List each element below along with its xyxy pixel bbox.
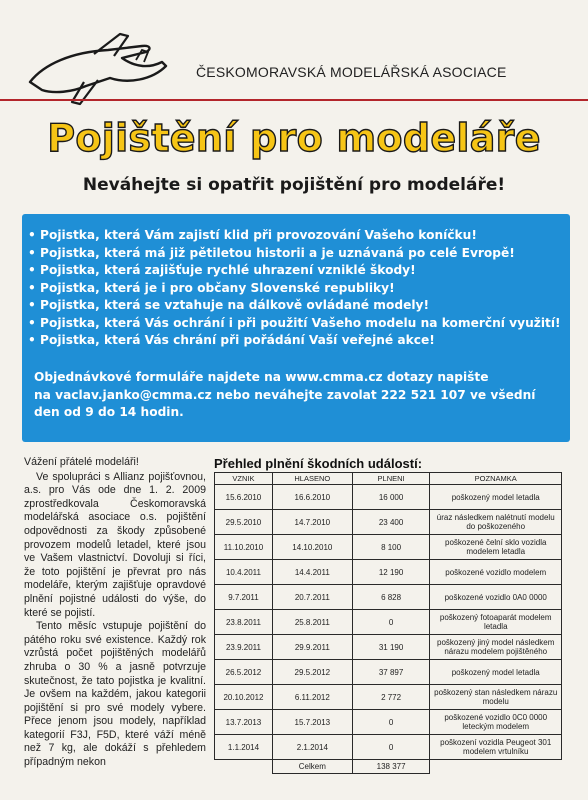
letter-paragraph: Ve spolupráci s Allianz pojišťovnou, a.s. pro Vás ode dne 1. 2. 2009 zprostředkovala Českomoravská modelářská asociace o.s. pojištění odpovědnosti za škody způsobené provozem modelů letadel, které jsou ve Vašem vlastnictví. Dovoluji si říci, že toto pojištění je převrat pro nás modeláře, kterým zajišťuje opravdové plnění pojistné události do výše, do které se pojistí. bbox=[24, 470, 206, 619]
page-subtitle: Neváhejte si opatřit pojištění pro modeláře! bbox=[82, 175, 506, 195]
total-label: Celkem bbox=[272, 760, 352, 774]
table-cell: poškozené vozidlo modelem bbox=[430, 560, 562, 585]
table-row bbox=[215, 685, 562, 710]
table-cell: 0 bbox=[352, 610, 430, 635]
table-cell: 1.1.2014 bbox=[215, 735, 273, 760]
page-title: Pojištění pro modeláře bbox=[47, 116, 541, 160]
table-cell: 10.4.2011 bbox=[215, 560, 273, 585]
total-value: 138 377 bbox=[352, 760, 430, 774]
org-name: ČESKOMORAVSKÁ MODELÁŘSKÁ ASOCIACE bbox=[196, 64, 507, 80]
column-header: PLNENI bbox=[352, 473, 430, 485]
table-header-row bbox=[215, 473, 562, 485]
table-row bbox=[215, 560, 562, 585]
table-cell: 12 190 bbox=[352, 560, 430, 585]
table-cell: 14.7.2010 bbox=[272, 510, 352, 535]
table-cell: 23.9.2011 bbox=[215, 635, 273, 660]
table-cell: 29.5.2012 bbox=[272, 660, 352, 685]
header-divider bbox=[0, 99, 588, 101]
order-contact-text bbox=[34, 369, 564, 422]
table-row bbox=[215, 660, 562, 685]
column-header: VZNIK bbox=[215, 473, 273, 485]
column-header: HLASENO bbox=[272, 473, 352, 485]
table-cell: poškozený fotoaparát modelem letadla bbox=[430, 610, 562, 635]
claims-table-body bbox=[215, 485, 562, 774]
order-line: na vaclav.janko@cmma.cz nebo neváhejte zavolat 222 521 107 ve všední bbox=[34, 387, 536, 402]
letter-greeting: Vážení přátelé modeláři! bbox=[24, 456, 139, 468]
table-row bbox=[215, 585, 562, 610]
claims-table bbox=[214, 472, 562, 774]
table-cell: 8 100 bbox=[352, 535, 430, 560]
table-cell: poškozený model letadla bbox=[430, 485, 562, 510]
order-line: den od 9 do 14 hodin. bbox=[34, 405, 184, 419]
benefit-item: • Pojistka, která má již pětiletou historii a je uznávaná po celé Evropě! bbox=[28, 245, 568, 263]
order-line: Objednávkové formuláře najdete na www.cmma.cz dotazy napište bbox=[34, 370, 489, 384]
table-cell bbox=[215, 760, 273, 774]
table-cell: 23 400 bbox=[352, 510, 430, 535]
table-cell: 6.11.2012 bbox=[272, 685, 352, 710]
table-cell: 16 000 bbox=[352, 485, 430, 510]
table-cell: 16.6.2010 bbox=[272, 485, 352, 510]
claims-table-title: Přehled plnění škodních událostí: bbox=[214, 456, 423, 471]
table-cell: 23.8.2011 bbox=[215, 610, 273, 635]
table-cell: poškozené čelní sklo vozidla modelem letadla bbox=[430, 535, 562, 560]
table-cell: 13.7.2013 bbox=[215, 710, 273, 735]
table-cell: 37 897 bbox=[352, 660, 430, 685]
table-cell: 15.7.2013 bbox=[272, 710, 352, 735]
table-cell: 31 190 bbox=[352, 635, 430, 660]
table-cell: 25.8.2011 bbox=[272, 610, 352, 635]
table-cell: 29.9.2011 bbox=[272, 635, 352, 660]
table-cell: 6 828 bbox=[352, 585, 430, 610]
table-cell bbox=[430, 760, 562, 774]
letter-paragraph: Tento měsíc vstupuje pojištění do pátého roku své existence. Každý rok vzrůstá počet pojištěných modelářů zhruba o 30 % a jasně potvrzuje skutečnost, že tato pojistka je kvalitní. Je ovšem na každém, jakou kategorii pojištění si pro své modely vybere. Přece jenom jsou modely, například kategorií F3J, F5D, které váží méně než 7 kg, ale dokáží s přehledem případným nekon bbox=[24, 620, 206, 769]
table-cell: poškozený model letadla bbox=[430, 660, 562, 685]
table-cell: 0 bbox=[352, 710, 430, 735]
table-row bbox=[215, 610, 562, 635]
benefit-item: • Pojistka, která Vám zajistí klid při provozování Vašeho koníčku! bbox=[28, 227, 568, 245]
table-cell: 2.1.2014 bbox=[272, 735, 352, 760]
table-cell: 14.4.2011 bbox=[272, 560, 352, 585]
airplane-logo-icon bbox=[24, 30, 174, 108]
column-header: POZNAMKA bbox=[430, 473, 562, 485]
benefit-list bbox=[28, 227, 568, 350]
table-cell: poškozené vozidlo 0C0 0000 leteckým modelem bbox=[430, 710, 562, 735]
table-cell: 20.10.2012 bbox=[215, 685, 273, 710]
table-row bbox=[215, 535, 562, 560]
benefit-item: • Pojistka, která je i pro občany Slovenské republiky! bbox=[28, 280, 568, 298]
table-cell: poškozené vozidlo 0A0 0000 bbox=[430, 585, 562, 610]
table-row bbox=[215, 635, 562, 660]
table-cell: poškozený stan následkem nárazu modelu bbox=[430, 685, 562, 710]
benefit-item: • Pojistka, která zajišťuje rychlé uhrazení vzniklé škody! bbox=[28, 262, 568, 280]
table-cell: 9.7.2011 bbox=[215, 585, 273, 610]
table-row bbox=[215, 735, 562, 760]
table-cell: 14.10.2010 bbox=[272, 535, 352, 560]
table-cell: 2 772 bbox=[352, 685, 430, 710]
table-cell: 15.6.2010 bbox=[215, 485, 273, 510]
table-cell: 20.7.2011 bbox=[272, 585, 352, 610]
table-cell: 0 bbox=[352, 735, 430, 760]
benefit-item: • Pojistka, která Vás ochrání i při použití Vašeho modelu na komerční využití! bbox=[28, 315, 568, 333]
benefit-item: • Pojistka, která se vztahuje na dálkově ovládané modely! bbox=[28, 297, 568, 315]
table-total-row bbox=[215, 760, 562, 774]
table-row bbox=[215, 710, 562, 735]
table-row bbox=[215, 510, 562, 535]
letter-column bbox=[24, 456, 206, 770]
table-cell: 26.5.2012 bbox=[215, 660, 273, 685]
table-cell: poškození vozidla Peugeot 301 modelem vrtulníku bbox=[430, 735, 562, 760]
table-cell: 11.10.2010 bbox=[215, 535, 273, 560]
table-cell: úraz následkem nalétnutí modelu do poškozeného bbox=[430, 510, 562, 535]
table-row bbox=[215, 485, 562, 510]
table-cell: 29.5.2010 bbox=[215, 510, 273, 535]
table-cell: poškozený jiný model následkem nárazu modelem pojištěného bbox=[430, 635, 562, 660]
benefit-item: • Pojistka, která Vás chrání při pořádání Vaší veřejné akce! bbox=[28, 332, 568, 350]
